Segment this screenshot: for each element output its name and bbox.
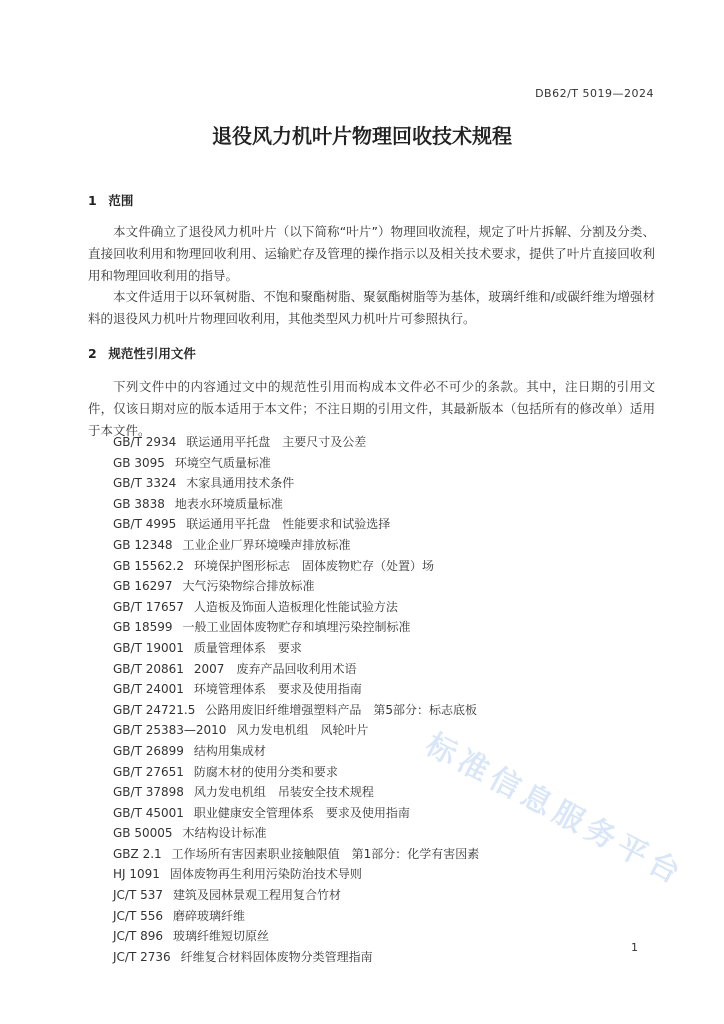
reference-item [113, 803, 479, 824]
reference-code: GB/T 4995 [113, 517, 177, 532]
reference-code: JC/T 556 [113, 908, 164, 923]
reference-title: 木家具通用技术条件 [186, 476, 295, 491]
reference-code: GB/T 20861 [113, 661, 184, 676]
reference-item [113, 885, 479, 906]
scope-paragraph-1: 本文件确立了退役风力机叶片（以下简称“叶片”）物理回收流程，规定了叶片拆解、分割及分类、直接回收利用和物理回收利用、运输贮存及管理的操作指示以及相关技术要求，提供了叶片直接回收利用和物理回收利用的指导。 [88, 224, 655, 283]
reference-code: GB 18599 [113, 620, 173, 635]
reference-title: 联运通用平托盘 主要尺寸及公差 [186, 435, 367, 449]
section-heading-references [88, 344, 196, 362]
reference-item [113, 494, 479, 515]
reference-item [113, 659, 479, 680]
reference-item [113, 741, 479, 762]
reference-item [113, 514, 479, 535]
section-title: 范围 [108, 193, 134, 208]
reference-code: GB 50005 [113, 826, 173, 841]
reference-item [113, 617, 479, 638]
reference-title: 环境空气质量标准 [174, 455, 271, 470]
reference-item [113, 762, 479, 783]
reference-code: GB 3095 [113, 455, 165, 470]
reference-title: 玻璃纤维短切原丝 [173, 929, 270, 944]
reference-title: 纤维复合材料固体废物分类管理指南 [180, 949, 373, 964]
reference-code: GB/T 27651 [113, 764, 184, 779]
reference-code: GB 3838 [113, 496, 165, 511]
reference-item [113, 432, 479, 453]
reference-list [113, 432, 479, 967]
reference-title: 联运通用平托盘 性能要求和试验选择 [186, 517, 391, 532]
reference-item [113, 679, 479, 700]
reference-code: JC/T 896 [113, 929, 164, 944]
reference-title: 工业企业厂界环境噪声排放标准 [182, 537, 351, 552]
reference-code: GB/T 19001 [113, 640, 184, 655]
reference-title: 2007 废弃产品回收利用术语 [193, 661, 357, 676]
reference-title: 大气污染物综合排放标准 [182, 579, 315, 594]
reference-title: 结构用集成材 [193, 743, 266, 758]
reference-code: GB 15562.2 [113, 558, 184, 573]
reference-title: 木结构设计标准 [182, 826, 267, 841]
reference-code: GB/T 24721.5 [113, 702, 196, 717]
reference-item [113, 556, 479, 577]
reference-code: GB/T 45001 [113, 805, 184, 820]
reference-item [113, 782, 479, 803]
reference-title: 建筑及园林景观工程用复合竹材 [173, 888, 342, 903]
reference-title: 人造板及饰面人造板理化性能试验方法 [193, 599, 398, 614]
reference-code: GB/T 26899 [113, 743, 184, 758]
reference-title: 风力发电机组 风轮叶片 [236, 723, 369, 738]
section-heading-scope [88, 191, 133, 209]
reference-title: 一般工业固体废物贮存和填埋污染控制标准 [182, 620, 411, 635]
reference-code: GB/T 2934 [113, 435, 177, 449]
reference-item [113, 823, 479, 844]
references-intro: 下列文件中的内容通过文中的规范性引用而构成本文件必不可少的条款。其中，注日期的引用文件，仅该日期对应的版本适用于本文件；不注日期的引用文件，其最新版本（包括所有的修改单）适用于本文件。 [88, 379, 655, 438]
watermark: 标准信息服务平台 [419, 727, 691, 894]
reference-item [113, 473, 479, 494]
reference-title: 固体废物再生利用污染防治技术导则 [169, 867, 362, 882]
reference-item [113, 947, 479, 968]
reference-title: 工作场所有害因素职业接触限值 第1部分：化学有害因素 [171, 846, 480, 861]
reference-code: GB/T 24001 [113, 682, 184, 697]
document-title: 退役风力机叶片物理回收技术规程 [212, 124, 512, 148]
reference-item [113, 906, 479, 927]
reference-title: 职业健康安全管理体系 要求及使用指南 [193, 805, 410, 820]
reference-item [113, 700, 479, 721]
reference-item [113, 720, 479, 741]
reference-title: 地表水环境质量标准 [174, 496, 283, 511]
reference-item [113, 864, 479, 885]
reference-code: GBZ 2.1 [113, 846, 162, 861]
reference-code: GB/T 17657 [113, 599, 184, 614]
reference-title: 环境管理体系 要求及使用指南 [193, 682, 362, 697]
document-number: DB62/T 5019—2024 [535, 87, 654, 100]
reference-item [113, 453, 479, 474]
scope-paragraph-2: 本文件适用于以环氧树脂、不饱和聚酯树脂、聚氨酯树脂等为基体，玻璃纤维和/或碳纤维为增强材料的退役风力机叶片物理回收利用，其他类型风力机叶片可参照执行。 [88, 289, 655, 326]
reference-item [113, 638, 479, 659]
reference-item [113, 597, 479, 618]
reference-code: GB/T 3324 [113, 476, 177, 491]
reference-item [113, 576, 479, 597]
reference-title: 环境保护图形标志 固体废物贮存（处置）场 [193, 558, 434, 573]
reference-item [113, 926, 479, 947]
reference-title: 风力发电机组 吊装安全技术规程 [193, 785, 374, 800]
reference-title: 防腐木材的使用分类和要求 [193, 764, 338, 779]
reference-code: JC/T 537 [113, 888, 164, 903]
reference-title: 质量管理体系 要求 [193, 640, 302, 655]
section-number: 2 [88, 346, 97, 361]
reference-code: GB/T 37898 [113, 785, 184, 800]
reference-item [113, 535, 479, 556]
reference-code: GB/T 25383—2010 [113, 723, 227, 738]
reference-item [113, 844, 479, 865]
page-number: 1 [631, 941, 638, 954]
reference-title: 磨碎玻璃纤维 [173, 908, 246, 923]
reference-code: HJ 1091 [113, 867, 160, 882]
section-number: 1 [88, 193, 97, 208]
reference-code: JC/T 2736 [113, 949, 171, 964]
reference-code: GB 16297 [113, 579, 173, 594]
reference-code: GB 12348 [113, 537, 173, 552]
section-title: 规范性引用文件 [108, 346, 196, 361]
reference-title: 公路用废旧纤维增强塑料产品 第5部分：标志底板 [205, 702, 477, 717]
